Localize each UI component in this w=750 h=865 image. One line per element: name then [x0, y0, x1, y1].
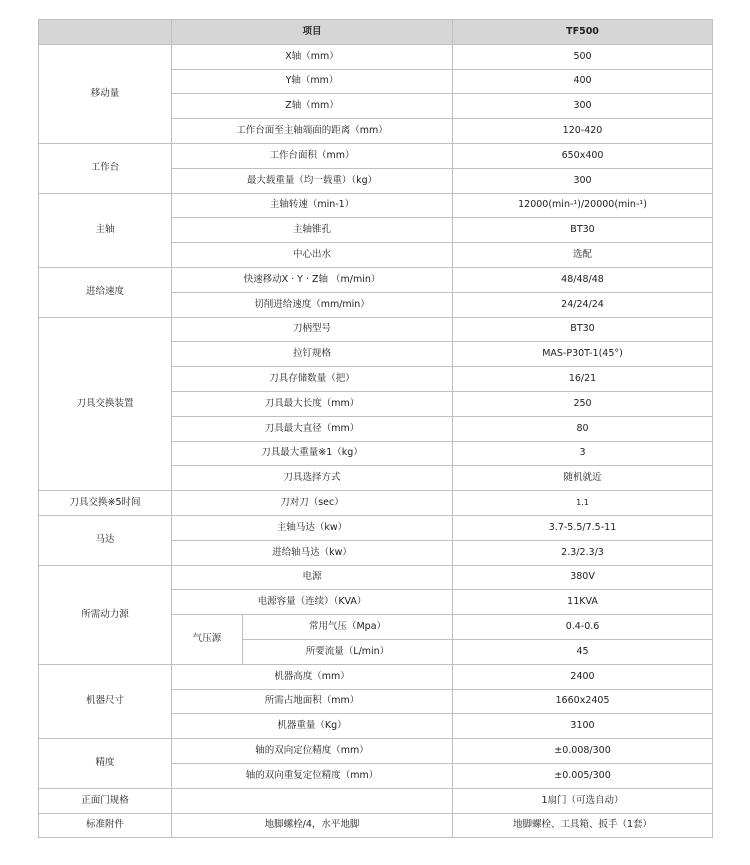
group-table: 工作台	[39, 143, 172, 193]
group-accuracy: 精度	[39, 739, 172, 789]
row-value: 380V	[453, 565, 713, 590]
row-label: 中心出水	[172, 243, 453, 268]
row-label: 常用气压（Mpa）	[243, 615, 453, 640]
row-value: 250	[453, 391, 713, 416]
table-row	[39, 565, 713, 590]
row-label: 工作台面至主轴端面的距离（mm）	[172, 119, 453, 144]
row-label: 主轴转速（min-1）	[172, 193, 453, 218]
row-value: 3.7-5.5/7.5-11	[453, 515, 713, 540]
group-atc: 刀具交换装置	[39, 317, 172, 491]
row-value: 120-420	[453, 119, 713, 144]
row-value: 48/48/48	[453, 267, 713, 292]
table-row	[39, 515, 713, 540]
row-label: 主轴锥孔	[172, 218, 453, 243]
row-label: 刀对刀（sec）	[172, 491, 453, 516]
table-row	[39, 193, 713, 218]
header-item: 项目	[172, 20, 453, 45]
row-value: 1扇门（可选自动）	[453, 788, 713, 813]
row-value: 80	[453, 416, 713, 441]
row-value: ±0.005/300	[453, 763, 713, 788]
row-value: 2.3/2.3/3	[453, 540, 713, 565]
group-travel: 移动量	[39, 44, 172, 143]
table-row	[39, 267, 713, 292]
row-value: 随机就近	[453, 466, 713, 491]
row-value: 选配	[453, 243, 713, 268]
row-label: 机器重量（Kg）	[172, 714, 453, 739]
spec-table	[38, 19, 713, 838]
row-value: 650x400	[453, 143, 713, 168]
table-row	[39, 317, 713, 342]
header-model: TF500	[453, 20, 713, 45]
row-label: 所需占地面积（mm）	[172, 689, 453, 714]
table-row	[39, 491, 713, 516]
row-value: 300	[453, 168, 713, 193]
row-value: 地脚螺栓、工具箱、扳手（1套）	[453, 813, 713, 838]
row-value: BT30	[453, 218, 713, 243]
row-label: 电源	[172, 565, 453, 590]
row-label: 地脚螺栓/4，水平地脚	[172, 813, 453, 838]
row-value: 12000(min-¹)/20000(min-¹)	[453, 193, 713, 218]
row-value: MAS-P30T-1(45°)	[453, 342, 713, 367]
row-label: 拉钉规格	[172, 342, 453, 367]
row-value: 500	[453, 44, 713, 69]
row-label: 快速移动X · Y · Z轴 （m/min）	[172, 267, 453, 292]
group-power: 所需动力源	[39, 565, 172, 664]
group-motor: 马达	[39, 515, 172, 565]
row-label: 进给轴马达（kw）	[172, 540, 453, 565]
group-accessory: 标准附件	[39, 813, 172, 838]
row-value: BT30	[453, 317, 713, 342]
row-label: 轴的双向定位精度（mm）	[172, 739, 453, 764]
row-label: 最大载重量（均一载重）（kg）	[172, 168, 453, 193]
row-label: 刀具最大直径（mm）	[172, 416, 453, 441]
row-value: 11KVA	[453, 590, 713, 615]
table-header-row	[39, 20, 713, 45]
row-value: 3	[453, 441, 713, 466]
row-value: 1660x2405	[453, 689, 713, 714]
table-row	[39, 143, 713, 168]
row-label: 刀具选择方式	[172, 466, 453, 491]
row-value: 24/24/24	[453, 292, 713, 317]
row-value: 3100	[453, 714, 713, 739]
group-size: 机器尺寸	[39, 664, 172, 738]
subgroup-air: 气压源	[172, 615, 243, 665]
row-label: 刀具最大长度（mm）	[172, 391, 453, 416]
row-label	[172, 788, 453, 813]
row-label: 刀柄型号	[172, 317, 453, 342]
group-feed: 进给速度	[39, 267, 172, 317]
table-row	[39, 788, 713, 813]
group-atc-time: 刀具交换※5时间	[39, 491, 172, 516]
row-value: ±0.008/300	[453, 739, 713, 764]
table-row	[39, 813, 713, 838]
table-row	[39, 44, 713, 69]
row-label: 刀具存储数量（把）	[172, 367, 453, 392]
row-value: 0.4-0.6	[453, 615, 713, 640]
row-label: 机器高度（mm）	[172, 664, 453, 689]
group-door: 正面门规格	[39, 788, 172, 813]
row-label: 轴的双向重复定位精度（mm）	[172, 763, 453, 788]
row-value: 1.1	[453, 491, 713, 516]
row-label: 电源容量（连续）（KVA）	[172, 590, 453, 615]
row-value: 16/21	[453, 367, 713, 392]
row-label: 工作台面积（mm）	[172, 143, 453, 168]
table-row	[39, 664, 713, 689]
row-value: 45	[453, 639, 713, 664]
row-label: X轴（mm）	[172, 44, 453, 69]
row-label: 所要流量（L/min）	[243, 639, 453, 664]
row-label: 主轴马达（kw）	[172, 515, 453, 540]
row-label: 切削进给速度（mm/min）	[172, 292, 453, 317]
row-label: Z轴（mm）	[172, 94, 453, 119]
row-value: 2400	[453, 664, 713, 689]
table-row	[39, 739, 713, 764]
group-spindle: 主轴	[39, 193, 172, 267]
row-label: Y轴（mm）	[172, 69, 453, 94]
row-label: 刀具最大重量※1（kg）	[172, 441, 453, 466]
row-value: 300	[453, 94, 713, 119]
row-value: 400	[453, 69, 713, 94]
header-blank	[39, 20, 172, 45]
